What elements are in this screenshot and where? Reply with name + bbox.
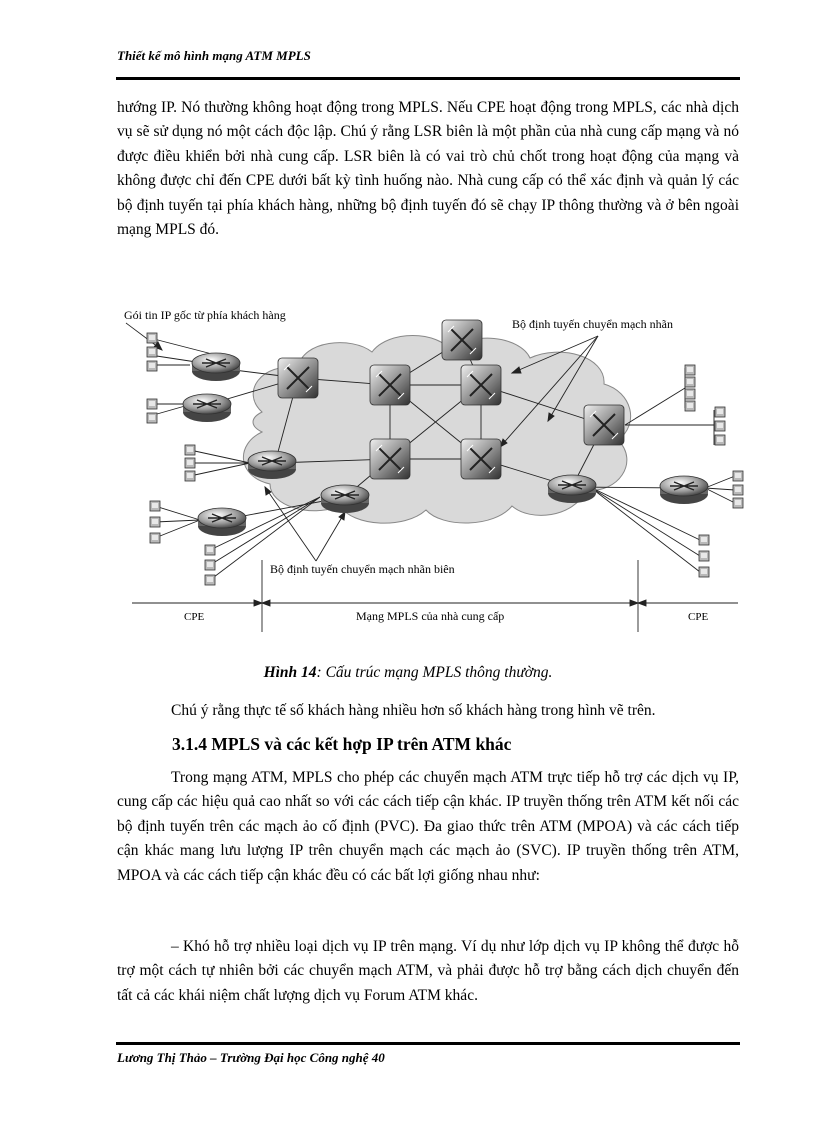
label-cpe-left: CPE	[184, 611, 205, 623]
figure-caption	[0, 664, 816, 682]
bullet-paragraph: – Khó hỗ trợ nhiều loại dịch vụ IP trên mạng. Ví dụ như lớp dịch vụ IP không thể được hỗ trợ một cách tự nhiên bởi các chuyển mạch ATM, và phải được hỗ trợ bằng cách dịch chuyển đến tất cả các khái niệm chất lượng dịch vụ Forum ATM khác.	[117, 938, 739, 1004]
edge-router-nodes	[183, 353, 708, 536]
customer-hosts	[147, 333, 743, 585]
paragraph-1: hướng IP. Nó thường không hoạt động trong MPLS. Nếu CPE hoạt động trong MPLS, các nhà dịch vụ sẽ sử dụng nó một cách độc lập. Chú ý rằng LSR biên là một phần của nhà cung cấp mạng và nó được điều khiển bởi nhà cung cấp. LSR biên là có vai trò chủ chốt trong hoạt động của mạng và không được chỉ đến CPE dưới bất kỳ tình huống nào. Nhà cung cấp có thể xác định và quản lý các bộ định tuyến tại phía khách hàng, những bộ định tuyến đó sẽ chạy IP thông thường và ở bên ngoài mạng MPLS đó.	[117, 99, 739, 239]
mpls-cloud	[243, 336, 630, 524]
network-links	[150, 338, 735, 580]
page-footer: Lương Thị Thảo – Trường Đại học Công nghệ 40	[117, 1050, 385, 1065]
label-cpe-right: CPE	[688, 611, 709, 623]
footer-rule	[116, 1042, 740, 1045]
domain-bar	[132, 560, 738, 632]
header-rule	[116, 77, 740, 80]
note-paragraph: Chú ý rằng thực tế số khách hàng nhiều hơn số khách hàng trong hình vẽ trên.	[171, 702, 656, 719]
label-lsr: Bộ định tuyến chuyển mạch nhãn	[512, 317, 673, 331]
label-network: Mạng MPLS của nhà cung cấp	[356, 609, 505, 623]
figure-caption-text: : Cấu trúc mạng MPLS thông thường.	[316, 664, 553, 681]
lsr-nodes	[278, 320, 624, 479]
paragraph-2: Trong mạng ATM, MPLS cho phép các chuyển mạch ATM trực tiếp hỗ trợ các dịch vụ IP, cung cấp các hiệu quả cao nhất so với các cách tiếp cận khác. IP truyền thống trên ATM kết nối các bộ định tuyến trên các mạch ảo cố định (PVC). Đa giao thức trên ATM (MPOA) và các cách tiếp cận khác mang lưu lượng IP trên chuyển mạch các mạch ảo (SVC). IP truyền thống trên ATM, MPOA và các cách tiếp cận khác đều có các bất lợi giống nhau như:	[117, 769, 739, 884]
label-customer-packet: Gói tin IP gốc từ phía khách hàng	[124, 308, 286, 322]
label-arrows	[126, 323, 598, 561]
figure-caption-label: Hình 14	[263, 664, 317, 681]
label-edge-lsr: Bộ định tuyến chuyển mạch nhãn biên	[270, 562, 455, 576]
page-header-title: Thiết kế mô hình mạng ATM MPLS	[117, 48, 311, 63]
section-heading: 3.1.4 MPLS và các kết hợp IP trên ATM khác	[172, 734, 512, 754]
